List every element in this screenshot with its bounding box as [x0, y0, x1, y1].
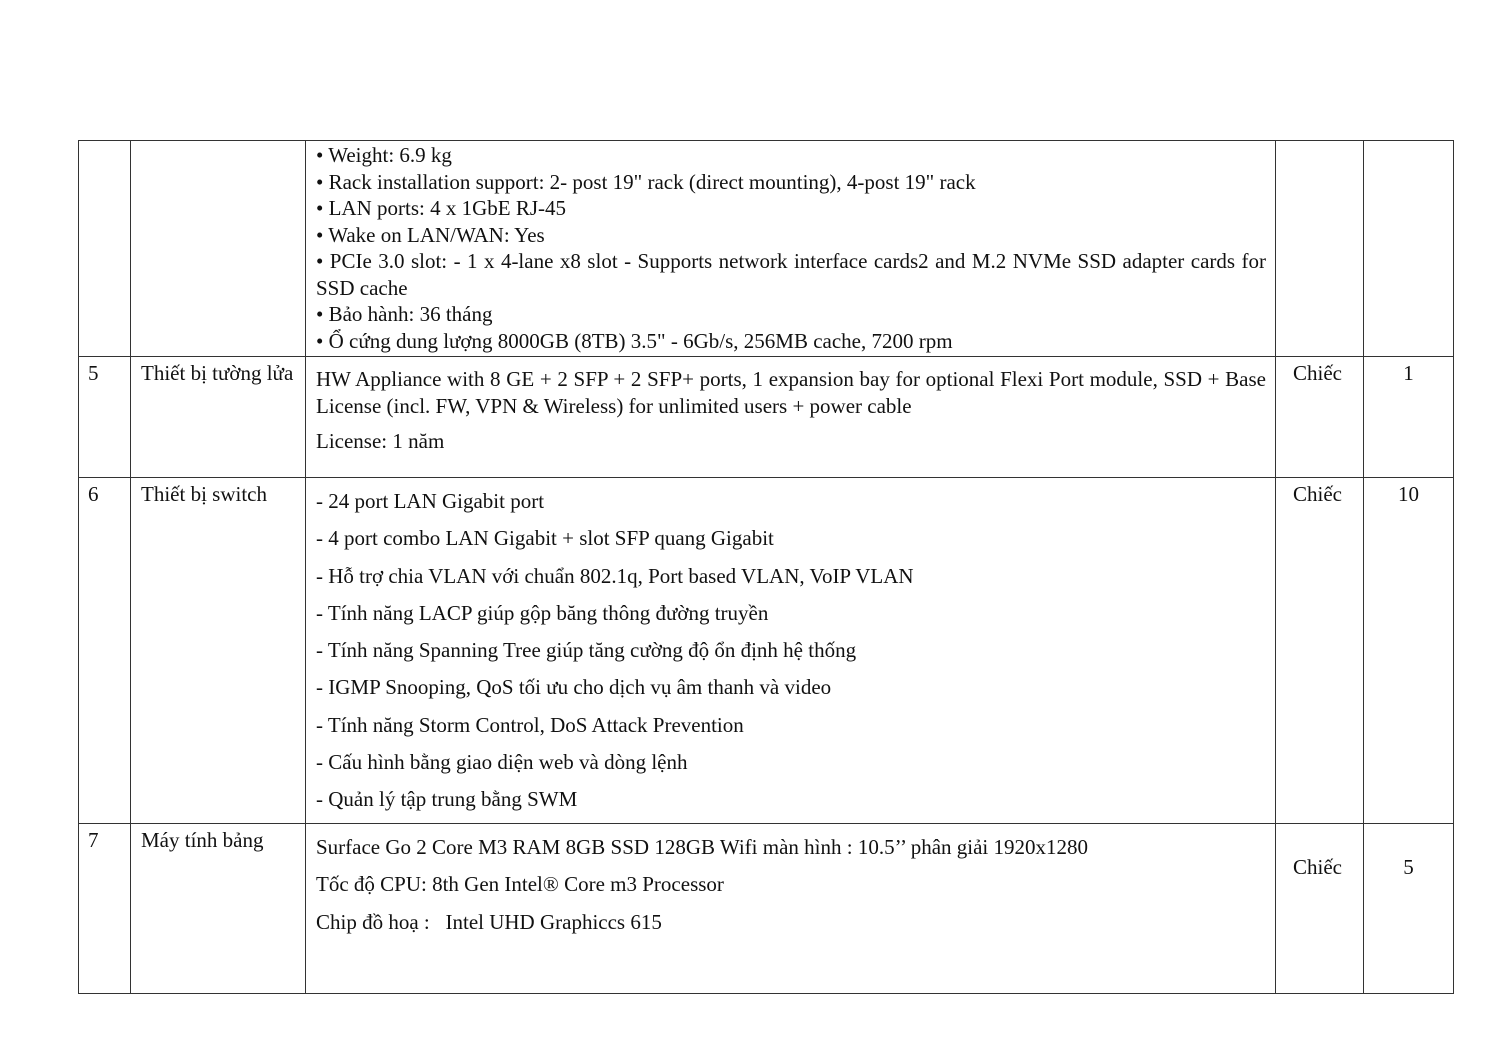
spec-line: - 4 port combo LAN Gigabit + slot SFP quang Gigabit	[316, 526, 774, 551]
spec-description-cell	[306, 478, 1276, 824]
spec-line: • PCIe 3.0 slot: - 1 x 4-lane x8 slot - Supports network interface cards2 and M.2 NVMe SSD adapter cards for SSD cache	[316, 249, 1266, 300]
quantity-cell: 1	[1364, 357, 1454, 478]
unit-cell	[1276, 824, 1364, 994]
table-row	[79, 478, 1454, 824]
spec-description-cell	[306, 357, 1276, 478]
equipment-spec-table	[78, 140, 1454, 994]
item-name-cell: Thiết bị tường lửa	[131, 357, 306, 478]
spec-line: • Ổ cứng dung lượng 8000GB (8TB) 3.5" - 6Gb/s, 256MB cache, 7200 rpm	[316, 328, 953, 353]
quantity-cell: 10	[1364, 478, 1454, 824]
spec-line: Tốc độ CPU: 8th Gen Intel® Core m3 Processor	[316, 872, 724, 897]
spec-line: - Tính năng Storm Control, DoS Attack Prevention	[316, 712, 744, 737]
row-number-cell: 5	[79, 357, 131, 478]
item-name-cell: Thiết bị switch	[131, 478, 306, 824]
spec-line: • LAN ports: 4 x 1GbE RJ-45	[316, 196, 567, 220]
unit-cell	[1276, 141, 1364, 357]
unit-cell: Chiếc	[1276, 357, 1364, 478]
spec-line: - Tính năng LACP giúp gộp băng thông đường truyền	[316, 600, 769, 625]
spec-description-cell	[306, 141, 1276, 357]
unit-cell: Chiếc	[1276, 478, 1364, 824]
spec-paragraph: License: 1 năm	[316, 429, 445, 453]
spec-line: • Rack installation support: 2- post 19" rack (direct mounting), 4-post 19" rack	[316, 169, 976, 194]
item-name-cell	[131, 141, 306, 357]
spec-line: Surface Go 2 Core M3 RAM 8GB SSD 128GB Wifi màn hình : 10.5’’ phân giải 1920x1280	[316, 835, 1089, 859]
item-name-cell: Máy tính bảng	[131, 824, 306, 994]
quantity-label: 5	[1403, 855, 1414, 880]
table-row-continuation	[79, 141, 1454, 357]
spec-line: Chip đồ hoạ : Intel UHD Graphiccs 615	[316, 909, 662, 934]
unit-label: Chiếc	[1293, 855, 1342, 880]
spec-line: - Hỗ trợ chia VLAN với chuẩn 802.1q, Port based VLAN, VoIP VLAN	[316, 563, 914, 588]
spec-line: - Quản lý tập trung bằng SWM	[316, 787, 578, 812]
spec-paragraph: HW Appliance with 8 GE + 2 SFP + 2 SFP+ ports, 1 expansion bay for optional Flexi Port module, SSD + Base License (incl. FW, VPN & Wireless) for unlimited users + power cable	[316, 367, 1266, 418]
spec-line: • Bảo hành: 36 tháng	[316, 302, 493, 326]
spec-line: • Wake on LAN/WAN: Yes	[316, 222, 545, 247]
row-number-cell: 7	[79, 824, 131, 994]
spec-line: • Weight: 6.9 kg	[316, 143, 452, 167]
table-row	[79, 357, 1454, 478]
row-number-cell: 6	[79, 478, 131, 824]
table-row	[79, 824, 1454, 994]
spec-description-cell	[306, 824, 1276, 994]
spec-line: - 24 port LAN Gigabit port	[316, 489, 545, 513]
quantity-cell	[1364, 824, 1454, 994]
spec-line: - Cấu hình bằng giao diện web và dòng lệnh	[316, 750, 688, 775]
spec-line: - Tính năng Spanning Tree giúp tăng cường độ ổn định hệ thống	[316, 638, 857, 663]
row-number-cell	[79, 141, 131, 357]
quantity-cell	[1364, 141, 1454, 357]
spec-line: - IGMP Snooping, QoS tối ưu cho dịch vụ âm thanh và video	[316, 675, 832, 700]
